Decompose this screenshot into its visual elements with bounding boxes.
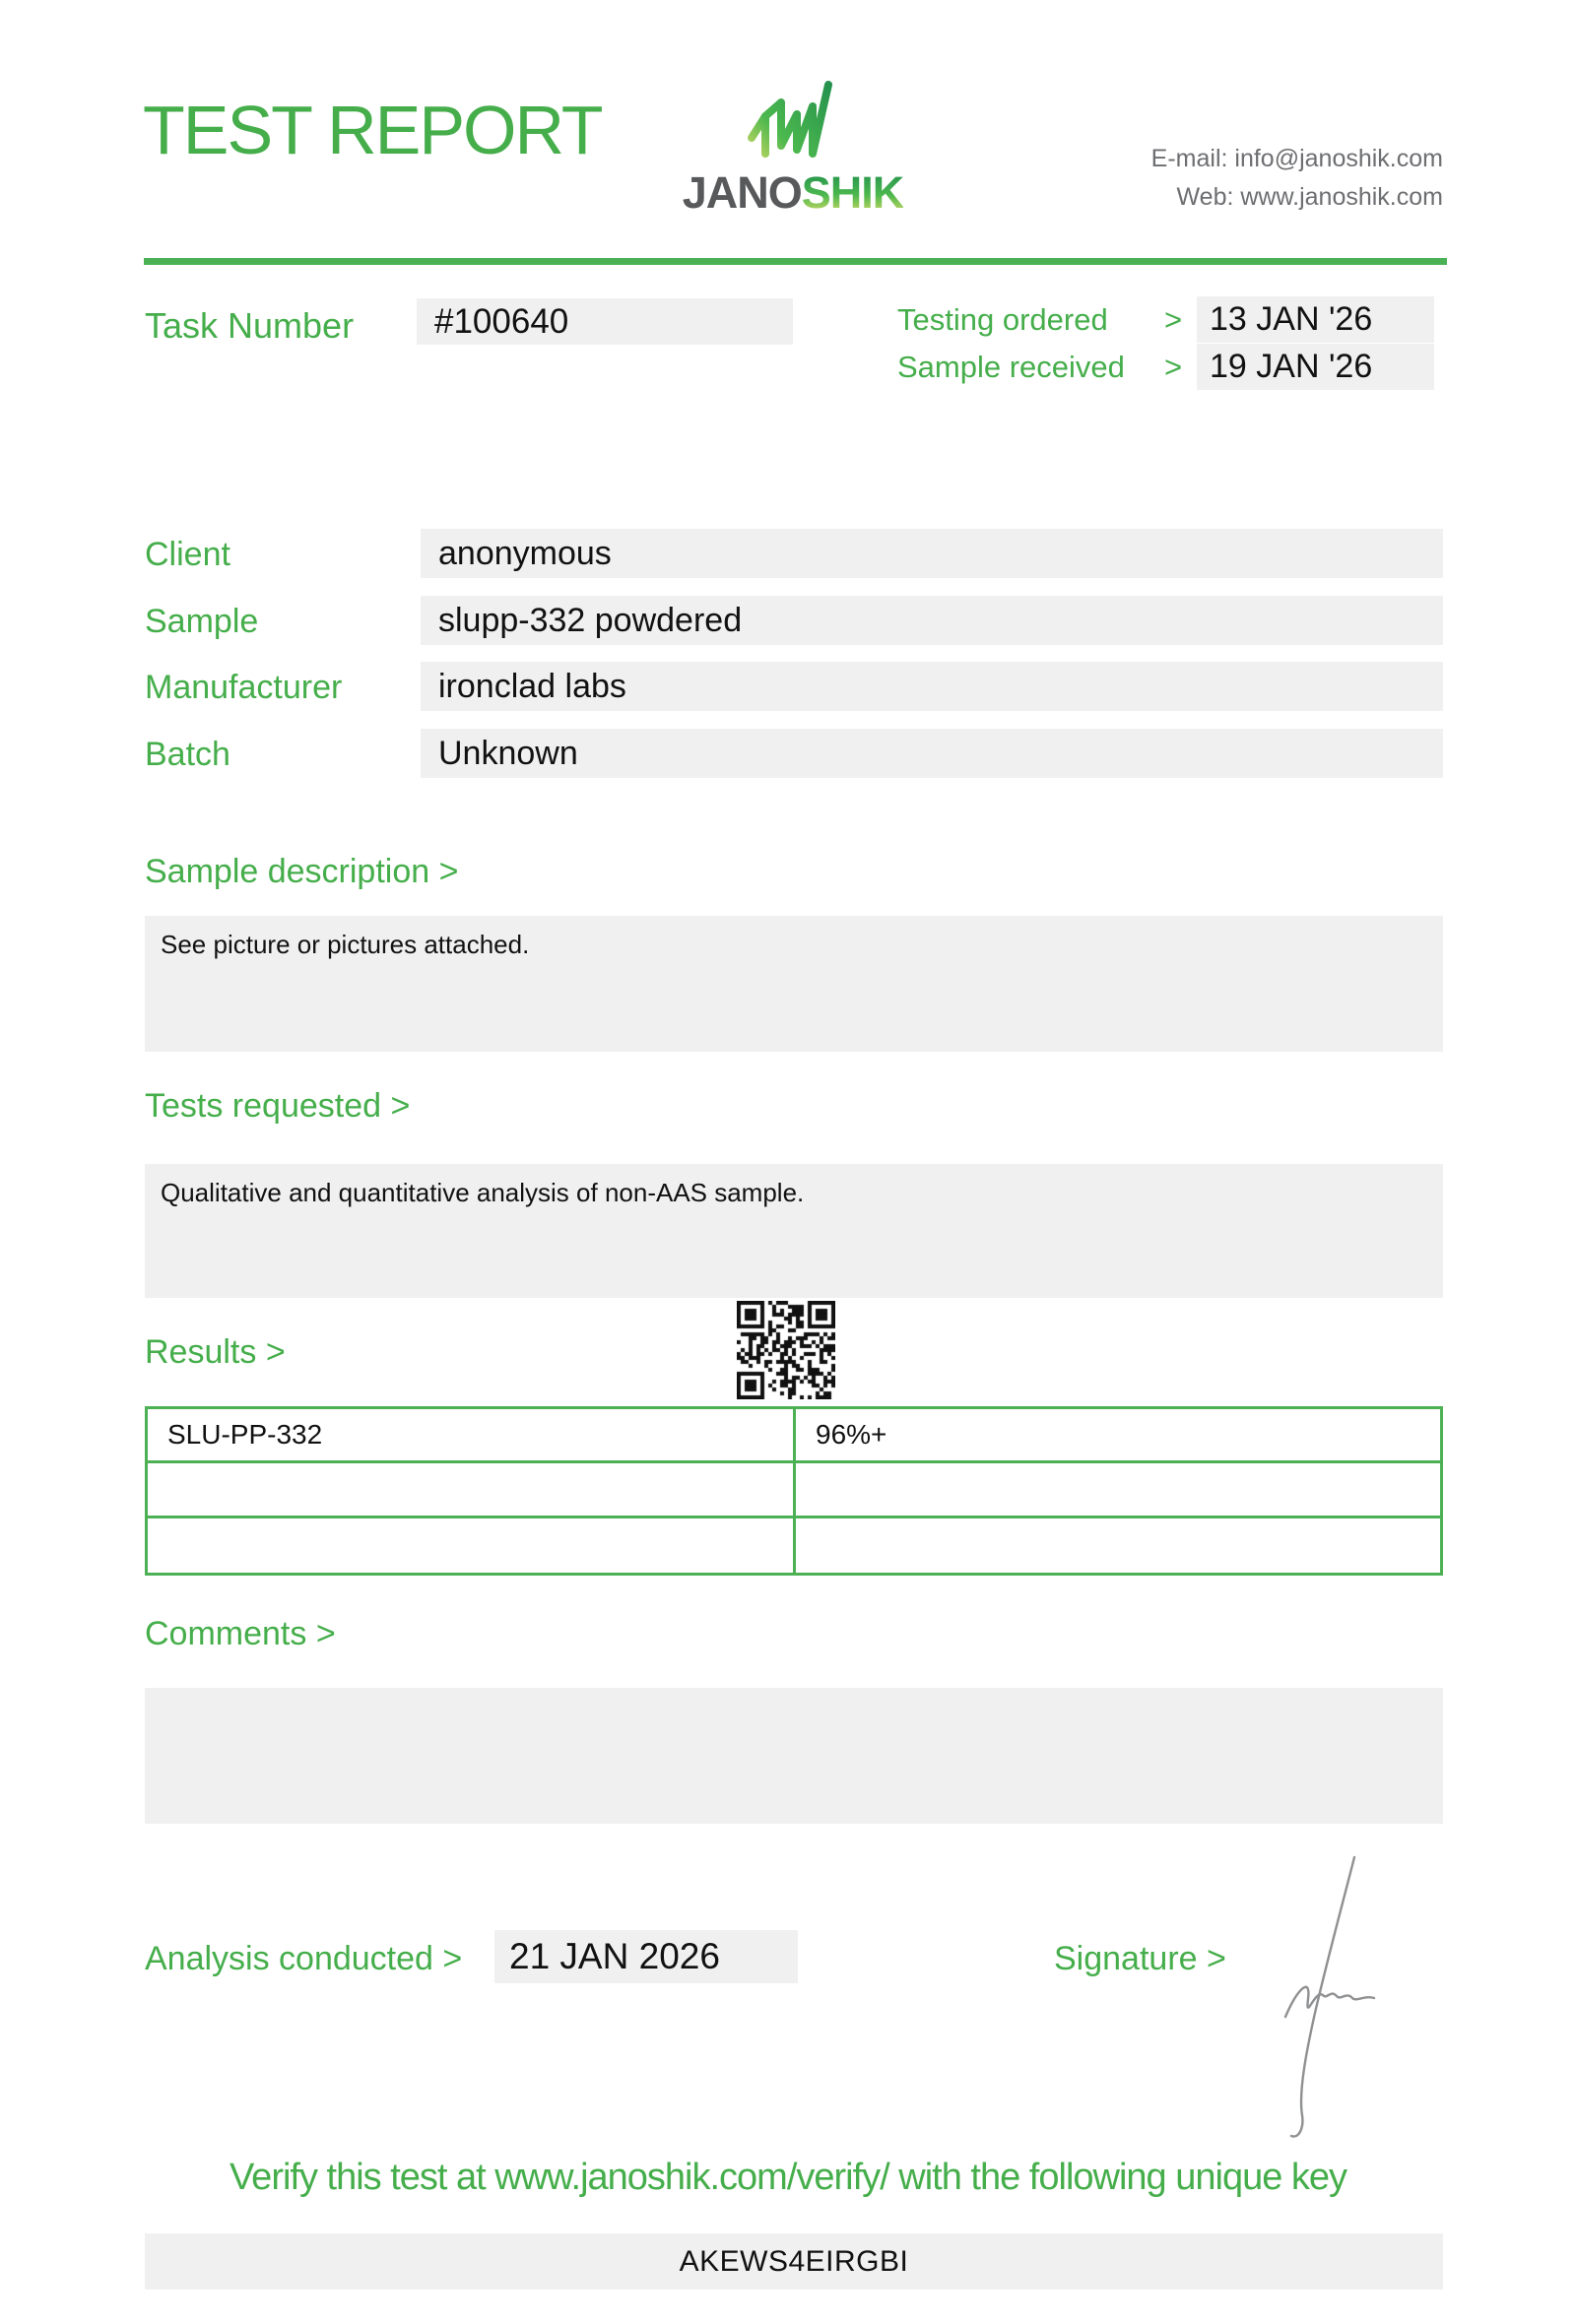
result-substance-cell xyxy=(148,1463,796,1517)
sample-received-arrow: > xyxy=(1164,350,1183,384)
verify-key-box xyxy=(145,2233,1443,2290)
testing-ordered-arrow: > xyxy=(1164,302,1183,337)
sample-received-label: Sample received xyxy=(897,350,1125,384)
manufacturer-field xyxy=(421,662,1443,711)
client-field xyxy=(421,529,1443,578)
result-substance-cell: SLU-PP-332 xyxy=(148,1409,796,1463)
results-table xyxy=(145,1406,1443,1576)
header-divider xyxy=(144,258,1447,265)
email-line: E-mail: info@janoshik.com xyxy=(1150,145,1443,172)
batch-value: Unknown xyxy=(438,735,578,772)
result-substance-cell xyxy=(148,1518,796,1573)
analysis-conducted-label: Analysis conducted > xyxy=(145,1940,463,1977)
tests-requested-text: Qualitative and quantitative analysis of non-AAS sample. xyxy=(161,1178,805,1207)
client-label: Client xyxy=(145,536,230,573)
tests-requested-box xyxy=(145,1164,1443,1298)
sample-description-text: See picture or pictures attached. xyxy=(161,930,530,959)
testing-ordered-row xyxy=(897,296,1444,343)
results-heading: Results > xyxy=(145,1333,286,1371)
logo-shik: SHIK xyxy=(801,167,904,218)
manufacturer-value: ironclad labs xyxy=(438,668,626,705)
batch-label: Batch xyxy=(145,736,230,773)
sample-received-value: 19 JAN '26 xyxy=(1210,348,1373,385)
signature-label: Signature > xyxy=(1054,1940,1226,1977)
comments-heading: Comments > xyxy=(145,1615,336,1652)
testing-ordered-field xyxy=(1197,296,1434,343)
sample-description-heading: Sample description > xyxy=(145,853,459,890)
sample-received-field xyxy=(1197,344,1434,390)
sample-value: slupp-332 powdered xyxy=(438,602,743,639)
manufacturer-label: Manufacturer xyxy=(145,669,343,706)
qr-code xyxy=(737,1301,835,1399)
sample-description-box xyxy=(145,916,1443,1052)
analysis-conducted-field xyxy=(494,1930,798,1983)
batch-field xyxy=(421,729,1443,778)
sample-label: Sample xyxy=(145,603,259,640)
sample-field xyxy=(421,596,1443,645)
logo-wordmark xyxy=(680,167,906,219)
sample-received-row xyxy=(897,344,1444,390)
testing-ordered-value: 13 JAN '26 xyxy=(1210,300,1373,338)
analysis-conducted-value: 21 JAN 2026 xyxy=(509,1936,720,1976)
trend-chart-icon xyxy=(744,77,842,163)
verify-key: AKEWS4EIRGBI xyxy=(679,2245,909,2278)
janoshik-logo xyxy=(680,77,906,219)
client-value: anonymous xyxy=(438,535,612,572)
result-value-cell: 96%+ xyxy=(796,1409,1440,1463)
result-value-cell xyxy=(796,1463,1440,1517)
page-title: TEST REPORT xyxy=(143,92,602,168)
logo-jano: JANO xyxy=(682,167,802,218)
comments-box xyxy=(145,1688,1443,1824)
result-value-cell xyxy=(796,1518,1440,1573)
contact-info xyxy=(1151,140,1443,217)
verify-instruction: Verify this test at www.janoshik.com/verify/ with the following unique key xyxy=(229,2157,1347,2198)
task-number-field xyxy=(417,298,793,345)
signature-image xyxy=(1264,1851,1402,2147)
task-number-label: Task Number xyxy=(145,305,355,346)
comments-text xyxy=(145,1688,1443,1702)
testing-ordered-label: Testing ordered xyxy=(897,302,1108,337)
tests-requested-heading: Tests requested > xyxy=(145,1087,411,1125)
task-number-value: #100640 xyxy=(434,302,569,341)
web-line: Web: www.janoshik.com xyxy=(1176,183,1443,211)
